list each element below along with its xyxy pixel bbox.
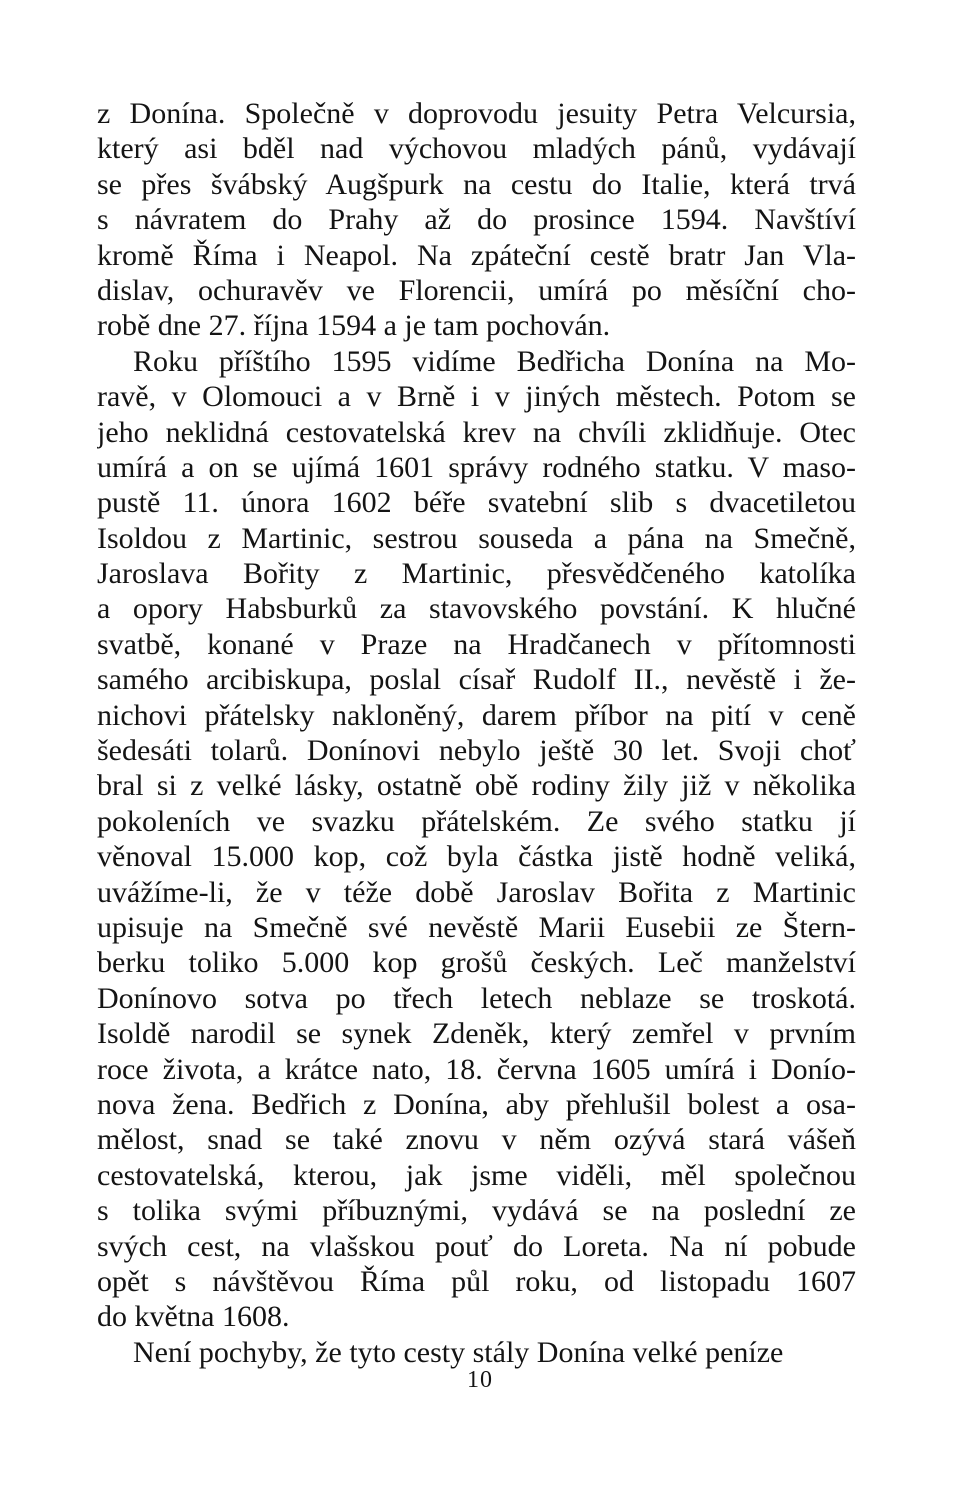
- text-line: roce života, a krátce nato, 18. června 1605 umírá i Donío-: [97, 1052, 856, 1086]
- text-line: svatbě, konané v Praze na Hradčanech v přítomnosti: [97, 627, 856, 661]
- text-line: šedesáti tolarů. Donínovi nebylo ještě 30 let. Svoji choť: [97, 734, 856, 768]
- text-line: upisuje na Smečně své nevěstě Marii Eusebii ze Štern-: [97, 910, 856, 944]
- text-line: opět s návštěvou Říma půl roku, od listopadu 1607: [97, 1264, 856, 1298]
- text-line: věnoval 15.000 kop, což byla částka jistě hodně veliká,: [97, 840, 856, 874]
- text-line: Isoldou z Martinic, sestrou souseda a pána na Smečně,: [97, 521, 856, 555]
- text-line: Není pochyby, že tyto cesty stály Donína velké peníze: [133, 1335, 784, 1369]
- text-line: z Donína. Společně v doprovodu jesuity Petra Velcursia,: [97, 97, 856, 130]
- text-line: kromě Říma i Neapol. Na zpáteční cestě bratr Jan Vla-: [97, 238, 856, 272]
- text-line: Isoldě narodil se synek Zdeněk, který zemřel v prvním: [97, 1017, 856, 1051]
- text-line: samého arcibiskupa, poslal císař Rudolf II., nevěstě i že-: [97, 663, 856, 697]
- text-line: nichovi přátelsky nakloněný, darem příbor na pití v ceně: [97, 698, 856, 732]
- text-line: Donínovo sotva po třech letech neblaze se troskotá.: [97, 981, 856, 1015]
- text-line: bral si z velké lásky, ostatně obě rodiny žily již v několika: [97, 769, 856, 803]
- text-line: do května 1608.: [97, 1300, 290, 1334]
- text-line: Roku příštího 1595 vidíme Bedřicha Donína na Mo-: [133, 344, 856, 378]
- text-line: pustě 11. února 1602 béře svatební slib s dvacetiletou: [97, 486, 856, 520]
- text-line: jeho neklidná cestovatelská krev na chvíli zklidňuje. Otec: [97, 415, 856, 449]
- text-line: mělost, snad se také znovu v něm ozývá stará vášeň: [97, 1123, 856, 1157]
- text-line: s návratem do Prahy až do prosince 1594. Navštíví: [97, 203, 856, 237]
- text-line: a opory Habsburků za stavovského povstání. K hlučné: [97, 592, 856, 626]
- text-line: svých cest, na vlašskou pouť do Loreta. Na ní pobude: [97, 1229, 856, 1263]
- text-line: robě dne 27. října 1594 a je tam pochován.: [97, 309, 611, 343]
- text-line: Jaroslava Bořity z Martinic, přesvědčeného katolíka: [97, 557, 856, 591]
- text-line: dislav, ochuravěv ve Florencii, umírá po měsíční cho-: [97, 273, 856, 307]
- text-line: uvážíme-li, že v téže době Jaroslav Bořita z Martinic: [97, 875, 856, 909]
- body-text: [97, 96, 856, 1370]
- page-number: 10: [467, 1367, 493, 1393]
- text-line: se přes švábský Augšpurk na cestu do Italie, která trvá: [97, 167, 856, 201]
- text-line: umírá a on se ujímá 1601 správy rodného statku. V maso-: [97, 450, 856, 484]
- text-line: s tolika svými příbuznými, vydává se na poslední ze: [97, 1194, 856, 1228]
- text-line: cestovatelská, kterou, jak jsme viděli, měl společnou: [97, 1158, 856, 1192]
- text-line: pokoleních ve svazku přátelském. Ze svého statku jí: [97, 804, 856, 838]
- text-line: berku toliko 5.000 kop grošů českých. Leč manželství: [97, 946, 856, 980]
- text-line: nova žena. Bedřich z Donína, aby přehlušil bolest a osa-: [97, 1087, 856, 1121]
- text-line: ravě, v Olomouci a v Brně i v jiných městech. Potom se: [97, 380, 856, 414]
- text-line: který asi bděl nad výchovou mladých pánů, vydávají: [97, 132, 856, 166]
